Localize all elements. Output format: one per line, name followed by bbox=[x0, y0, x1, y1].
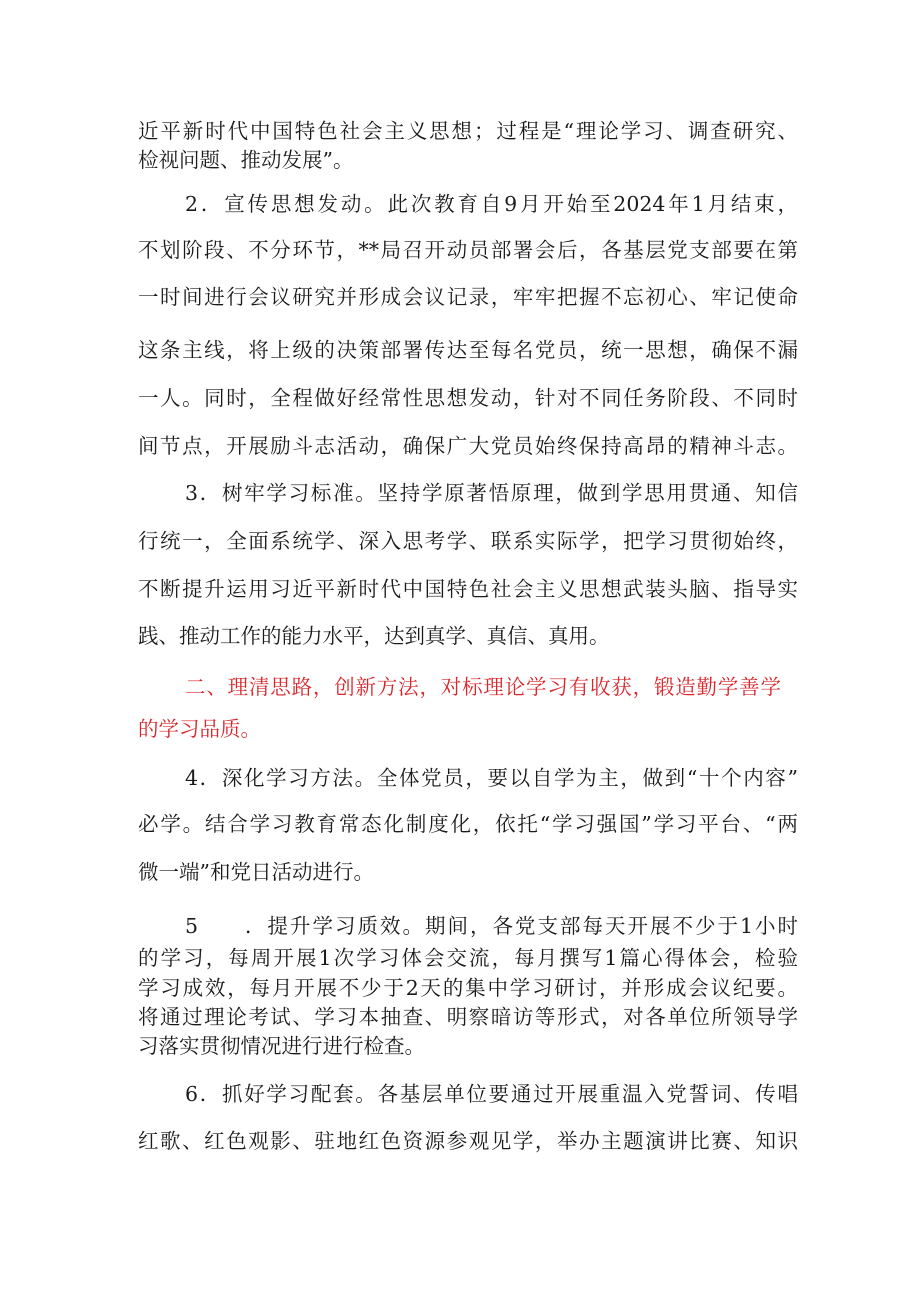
text-line: 间节点，开展励斗志活动，确保广大党员始终保持高昂的精神斗志。 bbox=[138, 434, 798, 458]
text-line: 近平新时代中国特色社会主义思想；过程是“理论学习、调查研究、 bbox=[138, 119, 798, 143]
text-line: 习落实贯彻情况进行进行检查。 bbox=[138, 1034, 425, 1058]
text-line: 微一端”和党日活动进行。 bbox=[138, 860, 374, 884]
text-line: 行统一，全面系统学、深入思考学、联系实际学，把学习贯彻始终， bbox=[138, 529, 798, 553]
text-line: 必学。结合学习教育常态化制度化，依托“学习强国”学习平台、“两 bbox=[138, 812, 798, 836]
text-line: 的学习，每周开展1次学习体会交流，每月撰写1篇心得体会，检验 bbox=[138, 946, 798, 970]
paragraph-5-start: 5 ．提升学习质效。期间，各党支部每天开展不少于1小时 bbox=[185, 914, 798, 938]
text-line: 践、推动工作的能力水平，达到真学、真信、真用。 bbox=[138, 624, 610, 648]
section-heading: 二、理清思路，创新方法，对标理论学习有收获，锻造勤学善学 bbox=[185, 675, 781, 699]
section-heading-cont: 的学习品质。 bbox=[138, 717, 261, 741]
text-line: 一人。同时，全程做好经常性思想发动，针对不同任务阶段、不同时 bbox=[138, 386, 798, 410]
text-line: 这条主线，将上级的决策部署传达至每名党员，统一思想，确保不漏 bbox=[138, 338, 798, 362]
text-line: 将通过理论考试、学习本抽查、明察暗访等形式，对各单位所领导学 bbox=[138, 1005, 798, 1029]
paragraph-3-start: 3．树牢学习标准。坚持学原著悟原理，做到学思用贯通、知信 bbox=[185, 481, 798, 505]
text-line: 不断提升运用习近平新时代中国特色社会主义思想武装头脑、指导实 bbox=[138, 577, 798, 601]
paragraph-4-start: 4．深化学习方法。全体党员，要以自学为主，做到“十个内容” bbox=[185, 766, 798, 790]
paragraph-2-start: 2．宣传思想发动。此次教育自9月开始至2024年1月结束， bbox=[185, 192, 798, 216]
text-line: 不划阶段、不分环节，**局召开动员部署会后，各基层党支部要在第 bbox=[138, 238, 798, 262]
text-line: 学习成效，每月开展不少于2天的集中学习研讨，并形成会议纪要。 bbox=[138, 976, 798, 1000]
paragraph-6-start: 6．抓好学习配套。各基层单位要通过开展重温入党誓词、传唱 bbox=[185, 1082, 798, 1106]
text-line: 检视问题、推动发展”。 bbox=[138, 148, 354, 172]
text-line: 一时间进行会议研究并形成会议记录，牢牢把握不忘初心、牢记使命 bbox=[138, 285, 798, 309]
text-line: 红歌、红色观影、驻地红色资源参观见学，举办主题演讲比赛、知识 bbox=[138, 1129, 798, 1153]
